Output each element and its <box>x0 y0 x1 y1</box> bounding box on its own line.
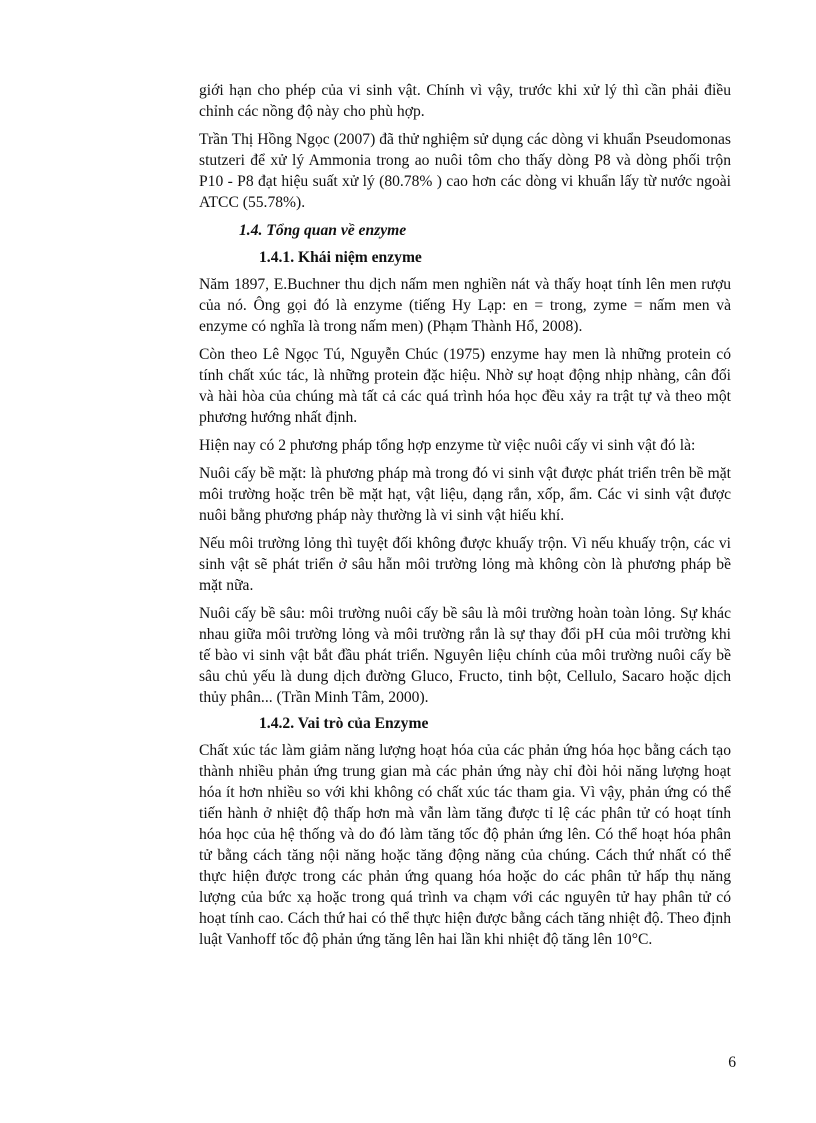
paragraph-buchner: Năm 1897, E.Buchner thu dịch nấm men nghiền nát và thấy hoạt tính lên men rượu của nó. Ông gọi đó là enzyme (tiếng Hy Lạp: en = trong, zyme = nấm men và enzyme có nghĩa là trong nấm men) (Phạm Thành Hổ, 2008). <box>199 276 731 335</box>
paragraph-surface-culture: Nuôi cấy bề mặt: là phương pháp mà trong đó vi sinh vật được phát triển trên bề mặt môi trường hoặc trên bề mặt hạt, vật liệu, dạng rắn, xốp, ẩm. Các vi sinh vật được nuôi bằng phương pháp này thường là vi sinh vật hiếu khí. <box>199 465 731 524</box>
paragraph-intro-limit: giới hạn cho phép của vi sinh vật. Chính vì vậy, trước khi xử lý thì cần phải điều chỉnh các nồng độ này cho phù hợp. <box>199 82 731 120</box>
paragraph-liquid-medium: Nếu môi trường lỏng thì tuyệt đối không được khuấy trộn. Vì nếu khuấy trộn, các vi sinh vật sẽ phát triển ở sâu hẵn môi trường lỏng mà không còn là phương pháp bề mặt nữa. <box>199 535 731 594</box>
page-body <box>199 80 731 957</box>
paragraph-catalyst-activation: Chất xúc tác làm giảm năng lượng hoạt hóa của các phản ứng hóa học bằng cách tạo thành nhiều phản ứng trung gian mà các phản ứng này chỉ đòi hỏi năng lượng hoạt hóa ít hơn nhiều so với khi không có chất xúc tác tham gia. Vì vậy, phản ứng có thể tiến hành ở nhiệt độ thấp hơn mà vẫn làm tăng được tỉ lệ các phân tử có hoạt tính hóa học của hệ thống và do đó làm tăng tốc độ phản ứng lên. Có thể hoạt hóa phân tử bằng cách tăng nội năng hoặc tăng động năng của chúng. Cách thứ nhất có thể thực hiện được trong các phản ứng quang hóa hoặc do các phân tử hấp thụ năng lượng của bức xạ hoặc trong quá trình va chạm với các nguyên tử hay phân tử có hoạt tính cao. Cách thứ hai có thể thực hiện được bằng cách tăng nhiệt độ. Theo định luật Vanhoff tốc độ phản ứng tăng lên hai lần khi nhiệt độ tăng lên 10°C. <box>199 742 731 948</box>
paragraph-pseudomonas-study: Trần Thị Hồng Ngọc (2007) đã thử nghiệm sử dụng các dòng vi khuẩn Pseudomonas stutzeri để xử lý Ammonia trong ao nuôi tôm cho thấy dòng P8 và dòng phối trộn P10 - P8 đạt hiệu suất xử lý (80.78% ) cao hơn các dòng vi khuẩn lấy từ nước ngoài ATCC (55.78%). <box>199 131 731 211</box>
section-heading-enzyme-overview: 1.4. Tổng quan về enzyme <box>239 222 407 239</box>
paragraph-enzyme-definition: Còn theo Lê Ngọc Tú, Nguyễn Chúc (1975) enzyme hay men là những protein có tính chất xúc tác, là những protein đặc hiệu. Nhờ sự hoạt động nhịp nhàng, cân đối và hài hòa của chúng mà tất cả các quá trình hóa học đều xảy ra trật tự và theo một phương hướng nhất định. <box>199 346 731 426</box>
page-number: 6 <box>728 1054 736 1071</box>
subsection-heading-enzyme-role: 1.4.2. Vai trò của Enzyme <box>259 715 429 732</box>
paragraph-two-methods: Hiện nay có 2 phương pháp tổng hợp enzyme từ việc nuôi cấy vi sinh vật đó là: <box>199 437 696 454</box>
subsection-heading-enzyme-concept: 1.4.1. Khái niệm enzyme <box>259 249 422 266</box>
paragraph-submerged-culture: Nuôi cấy bề sâu: môi trường nuôi cấy bề sâu là môi trường hoàn toàn lỏng. Sự khác nhau giữa môi trường lỏng và môi trường rắn là sự thay đổi pH của môi trường khi tế bào vi sinh vật bắt đầu phát triển. Nguyên liệu chính của môi trường nuôi cấy bề sâu chủ yếu là dung dịch đường Gluco, Fructo, tinh bột, Cellulo, Sacaro hoặc dịch thủy phân... (Trần Minh Tâm, 2000). <box>199 605 731 706</box>
